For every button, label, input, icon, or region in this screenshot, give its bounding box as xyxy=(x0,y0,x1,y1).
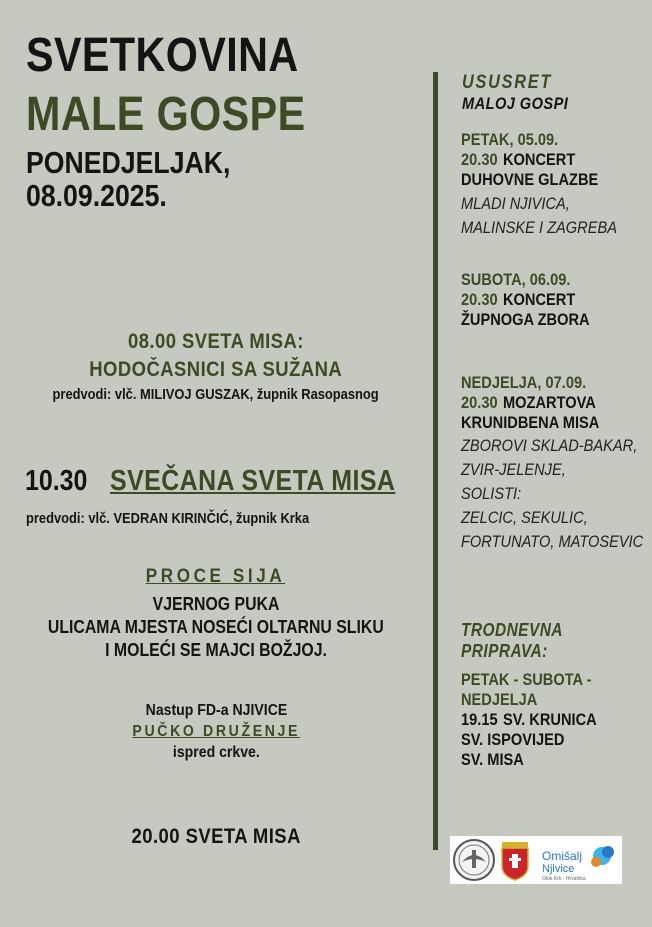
mass2-leader-wrap xyxy=(26,510,355,528)
logos-svg xyxy=(450,836,622,884)
friday-performer: MALINSKE I ZAGREBA xyxy=(461,218,617,237)
sunday-performer: FORTUNATO, MATOSEVIC xyxy=(461,532,644,551)
parish-emblem-icon xyxy=(454,840,494,880)
friday-time: 20.30 xyxy=(461,150,498,169)
svg-text:Otok Krk · Hrvatska: Otok Krk · Hrvatska xyxy=(542,876,586,882)
triduum-time: 19.15 xyxy=(461,710,498,729)
procession-block xyxy=(0,566,432,661)
procession-line: VJERNOG PUKA xyxy=(152,594,280,614)
triduum-item2: SV. ISPOVIJED xyxy=(461,730,565,749)
sidebar-triduum xyxy=(461,620,613,770)
gathering-line3: ispred crkve. xyxy=(172,744,260,761)
mass2-title: SVEČANA SVETA MISA xyxy=(110,465,396,497)
title-date: 08.09.2025. xyxy=(26,178,167,213)
mass1-line1: 08.00 SVETA MISA: xyxy=(128,330,304,353)
title-line1: SVETKOVINA xyxy=(26,29,299,82)
procession-line: I MOLEĆI SE MAJCI BOŽJOJ. xyxy=(105,640,327,660)
sidebar-saturday xyxy=(461,270,611,330)
triduum-days2: NEDJELJA xyxy=(461,690,538,709)
triduum-days1: PETAK - SUBOTA - xyxy=(461,670,592,689)
sunday-performer: SOLISTI: xyxy=(461,484,522,503)
triduum-item3: SV. MISA xyxy=(461,750,524,769)
gathering-line1: Nastup FD-a NJIVICE xyxy=(145,702,287,719)
title-block xyxy=(26,28,351,212)
saturday-time: 20.30 xyxy=(461,290,498,309)
procession-line: ULICAMA MJESTA NOSEĆI OLTARNU SLIKU xyxy=(48,617,384,637)
mass1-line2: HODOČASNICI SA SUŽANA xyxy=(89,358,343,381)
friday-event2: DUHOVNE GLAZBE xyxy=(461,170,599,189)
mass3-text: 20.00 SVETA MISA xyxy=(131,825,301,848)
saturday-day: SUBOTA, 06.09. xyxy=(461,270,571,289)
mass2-title-wrap xyxy=(110,465,442,498)
mass2-time: 10.30 xyxy=(25,465,88,497)
friday-performer: MLADI NJIVICA, xyxy=(461,194,570,213)
title-day: PONEDJELJAK, xyxy=(26,145,231,180)
triduum-heading2: PRIPRAVA: xyxy=(461,641,548,661)
sunday-event1: MOZARTOVA xyxy=(503,393,596,412)
title-line2: MALE GOSPE xyxy=(26,88,306,141)
sunday-performer: ZVIR-JELENJE, xyxy=(461,460,566,479)
svg-text:Omišalj: Omišalj xyxy=(542,849,583,863)
sunday-event2: KRUNIDBENA MISA xyxy=(461,413,600,432)
sunday-performer: ZELCIC, SEKULIC, xyxy=(461,508,588,527)
friday-event1: KONCERT xyxy=(503,150,576,169)
sunday-day: NEDJELJA, 07.09. xyxy=(461,373,587,392)
sidebar-heading-line1: USUSRET xyxy=(462,72,553,93)
saturday-event1: KONCERT xyxy=(503,290,576,309)
friday-day: PETAK, 05.09. xyxy=(461,130,559,149)
sunday-performer: ZBOROVI SKLAD-BAKAR, xyxy=(461,436,638,455)
sidebar-heading xyxy=(462,72,586,114)
mass2-leader: predvodi: vlč. VEDRAN KIRINČIĆ, župnik Krka xyxy=(26,510,310,527)
sidebar-heading-line2: MALOJ GOSPI xyxy=(462,94,569,113)
mass3-block xyxy=(0,825,432,849)
svg-text:Njivice: Njivice xyxy=(542,863,575,875)
mass2-heading xyxy=(25,465,98,498)
sidebar-sunday xyxy=(461,373,652,554)
gathering-line2: PUČKO DRUŽENJE xyxy=(132,723,300,740)
procession-heading: PROCE SIJA xyxy=(146,566,286,587)
saturday-event2: ŽUPNOGA ZBORA xyxy=(461,310,590,329)
sunday-time: 20.30 xyxy=(461,393,498,412)
triduum-heading1: TRODNEVNA xyxy=(461,620,563,640)
mass1-leader: predvodi: vlč. MILIVOJ GUSZAK, župnik Rasopasnog xyxy=(52,386,380,403)
triduum-item1: SV. KRUNICA xyxy=(503,710,597,729)
mass1-block xyxy=(0,330,432,404)
coat-of-arms-icon xyxy=(502,842,528,880)
omisalj-njivice-logo xyxy=(542,846,614,882)
sidebar-friday xyxy=(461,130,642,240)
logo-strip xyxy=(450,836,622,884)
column-divider xyxy=(433,72,438,850)
gathering-block xyxy=(0,702,432,762)
